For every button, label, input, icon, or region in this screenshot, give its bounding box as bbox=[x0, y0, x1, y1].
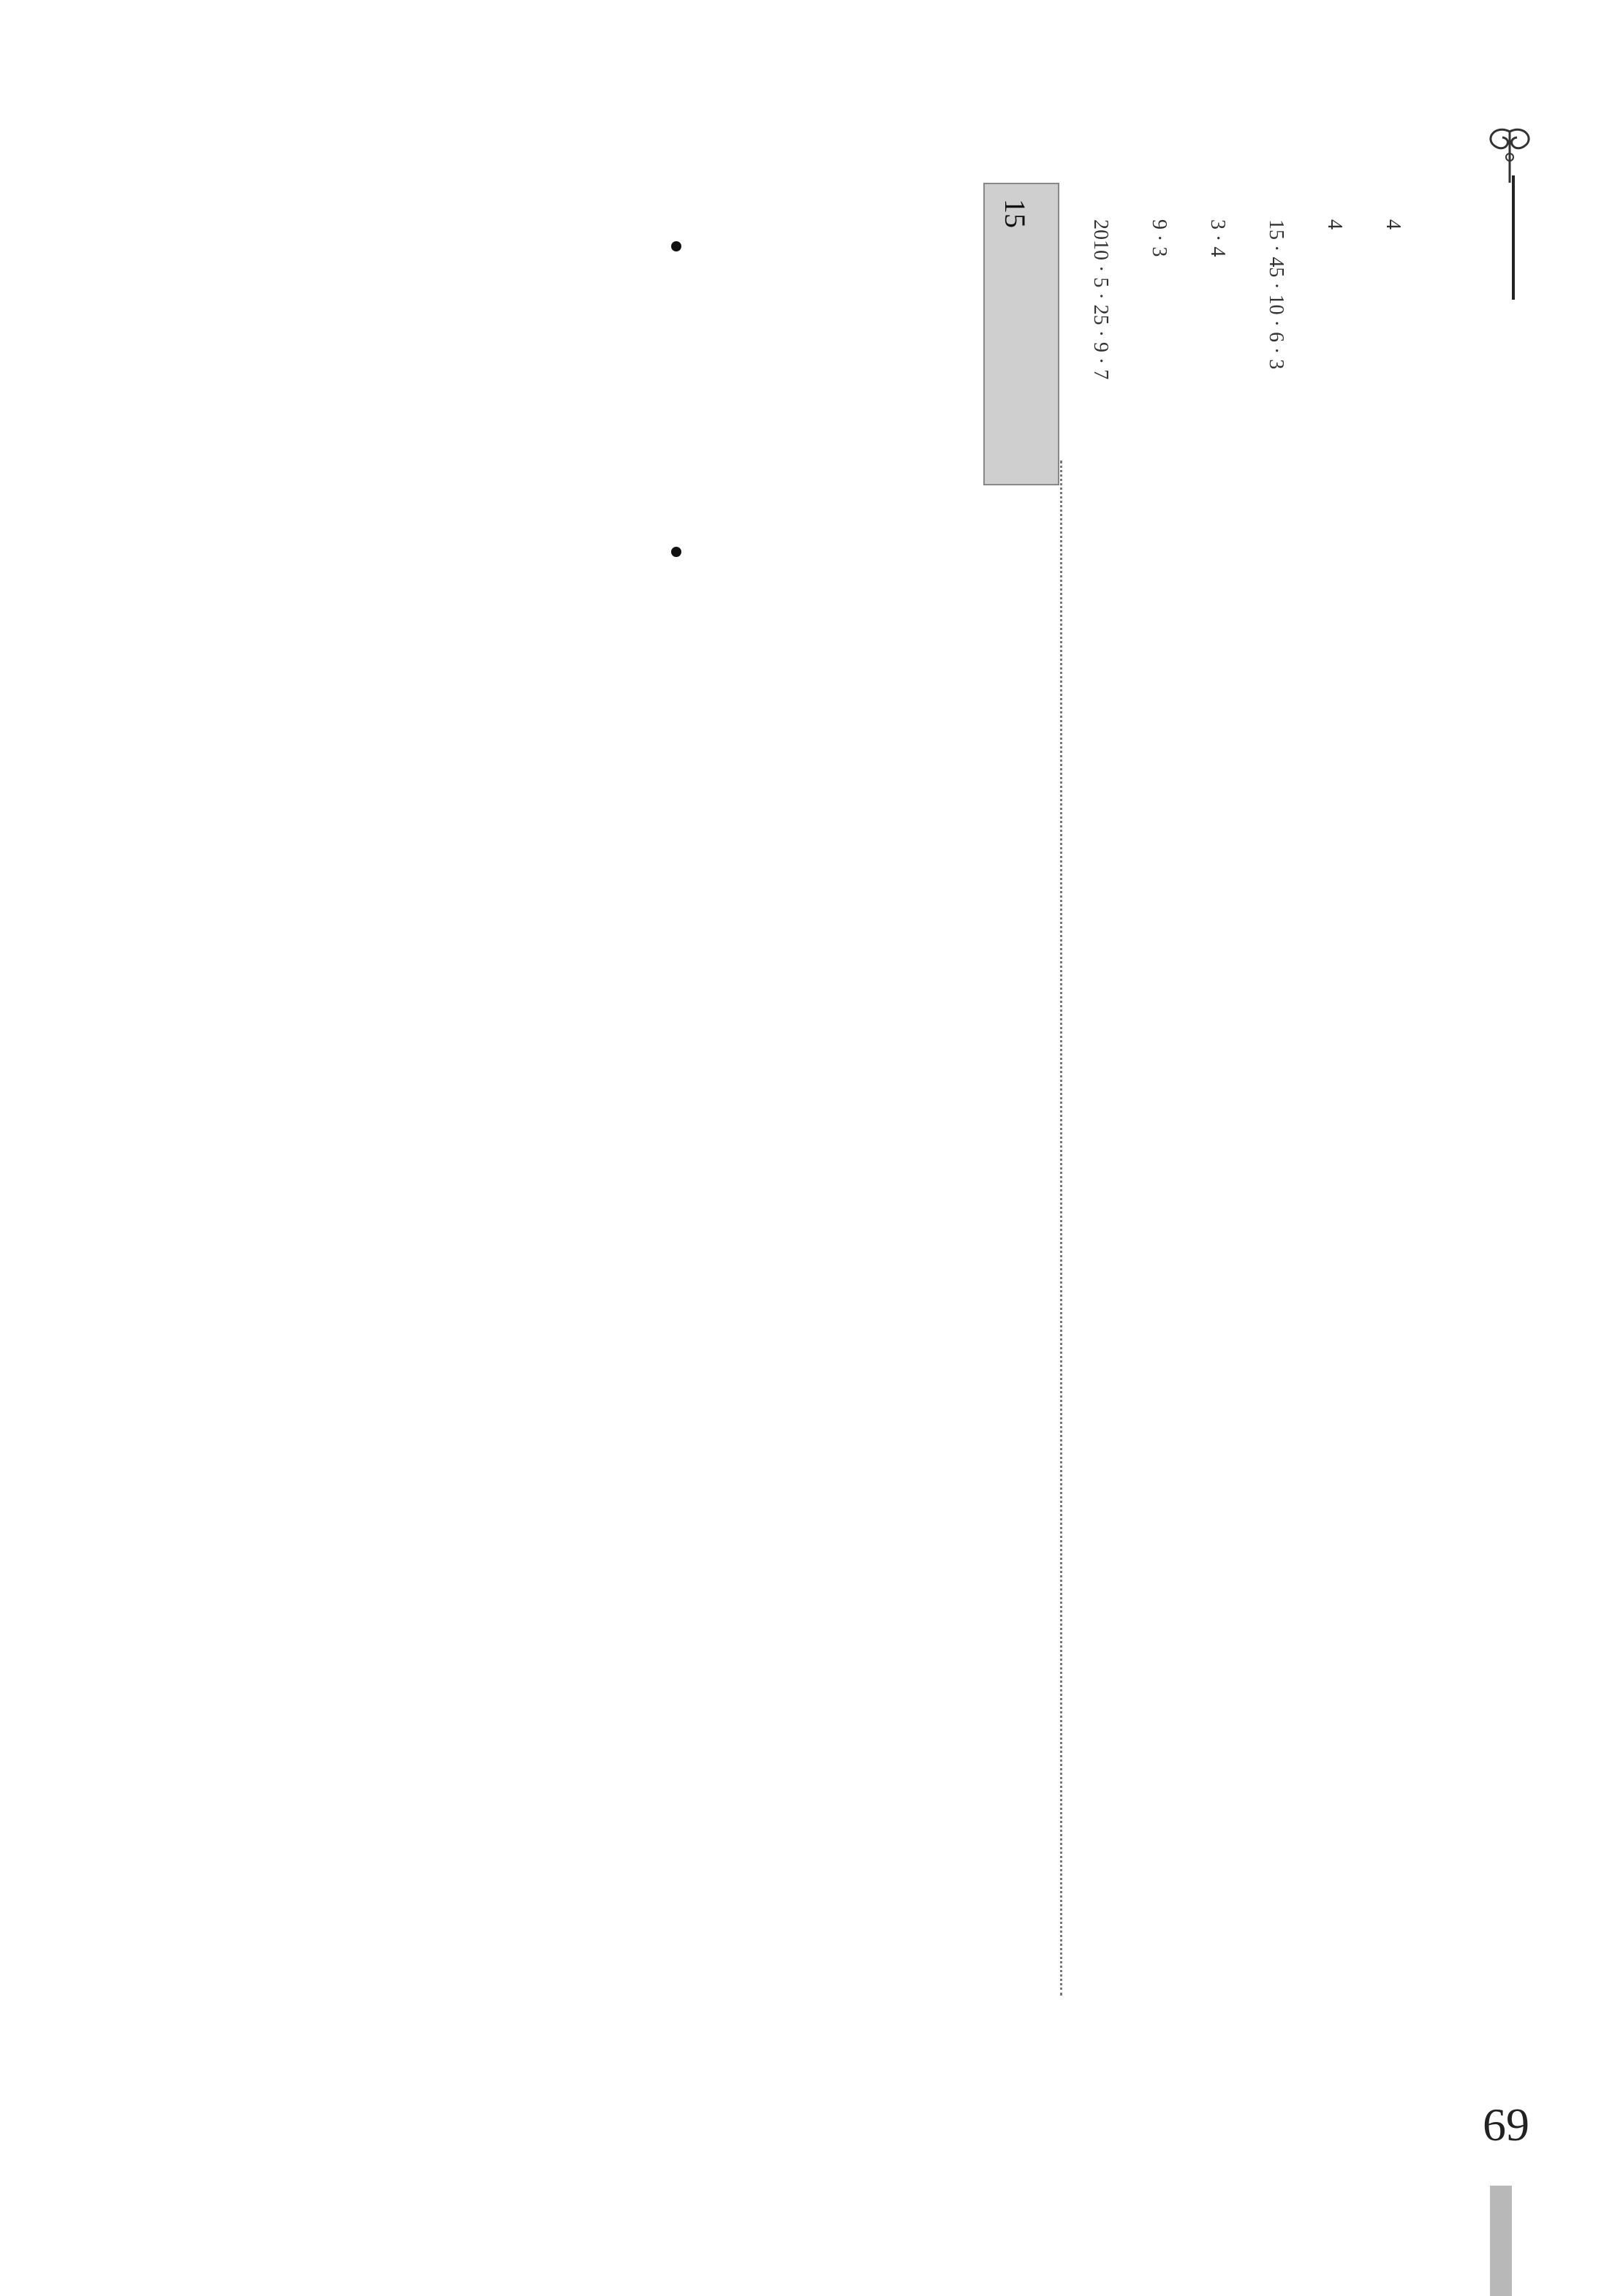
footnote-line bbox=[1082, 219, 1119, 1974]
footnotes-block bbox=[1067, 219, 1411, 1974]
footnote-separator bbox=[1060, 461, 1062, 1996]
footnote-number: 4 bbox=[1382, 219, 1404, 230]
body-line bbox=[285, 212, 326, 2003]
section-label bbox=[1002, 243, 1046, 477]
footnote-line bbox=[1199, 219, 1236, 1974]
bullet-section-label bbox=[662, 270, 699, 534]
page-edge-tab bbox=[1490, 2186, 1512, 2296]
body-line bbox=[548, 212, 589, 2003]
footnote-number: 2010 · 5 · 25 · 9 · 7 bbox=[1089, 219, 1112, 380]
flourish-ornament-icon bbox=[1469, 117, 1550, 197]
body-line bbox=[461, 212, 502, 2003]
subtitle bbox=[753, 351, 797, 1491]
bullet-dot-icon bbox=[671, 241, 681, 251]
footnote-line bbox=[1374, 219, 1411, 1974]
footnote-number: 15 · 45 · 10 · 6 · 3 bbox=[1265, 219, 1287, 370]
heading-line bbox=[932, 504, 976, 1879]
footnote-line bbox=[1316, 219, 1352, 1974]
body-line bbox=[417, 212, 458, 2003]
bullet-dot-icon bbox=[671, 547, 681, 557]
footnote-line bbox=[1140, 219, 1177, 1974]
body-line bbox=[329, 212, 370, 2003]
body-line bbox=[504, 212, 545, 2003]
section-number: 15 bbox=[999, 199, 1032, 228]
bullet-section-title bbox=[658, 241, 702, 563]
footnote-number: 4 bbox=[1323, 219, 1346, 230]
running-header bbox=[1433, 314, 1521, 1265]
body-text bbox=[183, 212, 636, 2003]
body-line bbox=[373, 212, 414, 2003]
body-line bbox=[197, 212, 238, 2003]
footnote-line bbox=[1257, 219, 1294, 1974]
footnote-number: 3 · 4 bbox=[1206, 219, 1229, 257]
main-heading bbox=[874, 504, 983, 1879]
page-number: 69 bbox=[1483, 2099, 1529, 2151]
section-tab bbox=[983, 183, 1059, 485]
body-line bbox=[241, 212, 282, 2003]
body-line bbox=[592, 212, 633, 2003]
footnote-number: 9 · 3 bbox=[1148, 219, 1170, 257]
header-rule bbox=[1512, 175, 1515, 300]
heading-line bbox=[874, 504, 918, 1879]
